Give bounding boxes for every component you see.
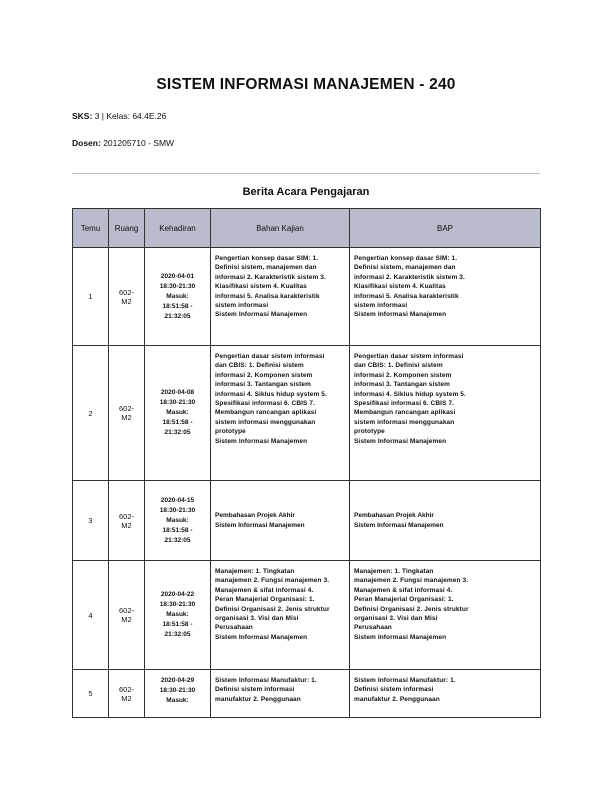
sks-kelas-value: 3 | Kelas: 64.4E.26 [94,111,167,121]
bahan-kajian-cell: Pembahasan Projek Akhir Sistem Informasi Manajemen [211,481,350,561]
kehadiran-cell: 2020-04-15 18:30-21:30 Masuk: 18:51:58 - 21:32:05 [145,481,211,561]
temu-cell: 3 [73,481,109,561]
col-kehadiran: Kehadiran [145,209,211,248]
page-title: SISTEM INFORMASI MANAJEMEN - 240 [156,76,456,93]
table-row [73,248,541,346]
bap-table [72,208,541,718]
col-bap: BAP [350,209,541,248]
dosen-value: 201205710 - SMW [103,138,175,148]
table-row [73,346,541,481]
temu-cell: 2 [73,346,109,481]
table-header-row [73,209,541,248]
bahan-kajian-cell: Manajemen: 1. Tingkatan manajemen 2. Fungsi manajemen 3. Manajemen & sifat informasi 4. Peran Manajerial Organisasi: 1. Definisi Organisasi 2. Jenis struktur organisasi 3. Visi dan Misi Perusahaan Sistem Informasi Manajemen [211,561,350,670]
temu-cell: 1 [73,248,109,346]
kehadiran-cell: 2020-04-01 18:30-21:30 Masuk: 18:51:58 - 21:32:05 [145,248,211,346]
section-title: Berita Acara Pengajaran [242,186,370,198]
dosen-label: Dosen: [72,138,101,148]
bap-cell: Pengertian konsep dasar SIM: 1. Definisi sistem, manajemen dan informasi 2. Karakteristik sistem 3. Klasifikasi sistem 4. Kualitas informasi 5. Analisa karakteristik sistem informasi Sistem Informasi Manajemen [350,248,541,346]
kehadiran-cell: 2020-04-08 18:30-21:30 Masuk: 18:51:58 - 21:32:05 [145,346,211,481]
table-row [73,561,541,670]
col-bahan-kajian: Bahan Kajian [211,209,350,248]
table-row [73,481,541,561]
ruang-cell: 602- M2 [109,561,145,670]
col-temu: Temu [73,209,109,248]
bahan-kajian-cell: Pengertian konsep dasar SIM: 1. Definisi sistem, manajemen dan informasi 2. Karakteristik sistem 3. Klasifikasi sistem 4. Kualitas informasi 5. Analisa karakteristik sistem informasi Sistem Informasi Manajemen [211,248,350,346]
ruang-cell: 602- M2 [109,248,145,346]
kehadiran-cell: 2020-04-22 18:30-21:30 Masuk: 18:51:58 - 21:32:05 [145,561,211,670]
bap-cell: Manajemen: 1. Tingkatan manajemen 2. Fungsi manajemen 3. Manajemen & sifat informasi 4. Peran Manajerial Organisasi: 1. Definisi Organisasi 2. Jenis struktur organisasi 3. Visi dan Misi Perusahaan Sistem Informasi Manajemen [350,561,541,670]
temu-cell: 4 [73,561,109,670]
bahan-kajian-cell: Pengertian dasar sistem informasi dan CBIS: 1. Definisi sistem informasi 2. Komponen sistem informasi 3. Tantangan sistem informasi 4. Siklus hidup system 5. Spesifikasi informasi 6. CBIS 7. Membangun rancangan aplikasi sistem informasi menggunakan prototype Sistem Informasi Manajemen [211,346,350,481]
bap-cell: Sistem Informasi Manufaktur: 1. Definisi sistem informasi manufaktur 2. Penggunaan [350,670,541,718]
ruang-cell: 602- M2 [109,670,145,718]
bap-cell: Pembahasan Projek Akhir Sistem Informasi Manajemen [350,481,541,561]
ruang-cell: 602- M2 [109,346,145,481]
kehadiran-cell: 2020-04-29 18:30-21:30 Masuk: [145,670,211,718]
col-ruang: Ruang [109,209,145,248]
sks-kelas-line [72,111,166,121]
bahan-kajian-cell: Sistem Informasi Manufaktur: 1. Definisi sistem informasi manufaktur 2. Penggunaan [211,670,350,718]
temu-cell: 5 [73,670,109,718]
header-divider [72,173,540,174]
table-row [73,670,541,718]
dosen-line [72,138,174,148]
bap-cell: Pengertian dasar sistem informasi dan CBIS: 1. Definisi sistem informasi 2. Komponen sistem informasi 3. Tantangan sistem informasi 4. Siklus hidup system 5. Spesifikasi informasi 6. CBIS 7. Membangun rancangan aplikasi sistem informasi menggunakan prototype Sistem Informasi Manajemen [350,346,541,481]
sks-label: SKS: [72,111,93,121]
ruang-cell: 602- M2 [109,481,145,561]
